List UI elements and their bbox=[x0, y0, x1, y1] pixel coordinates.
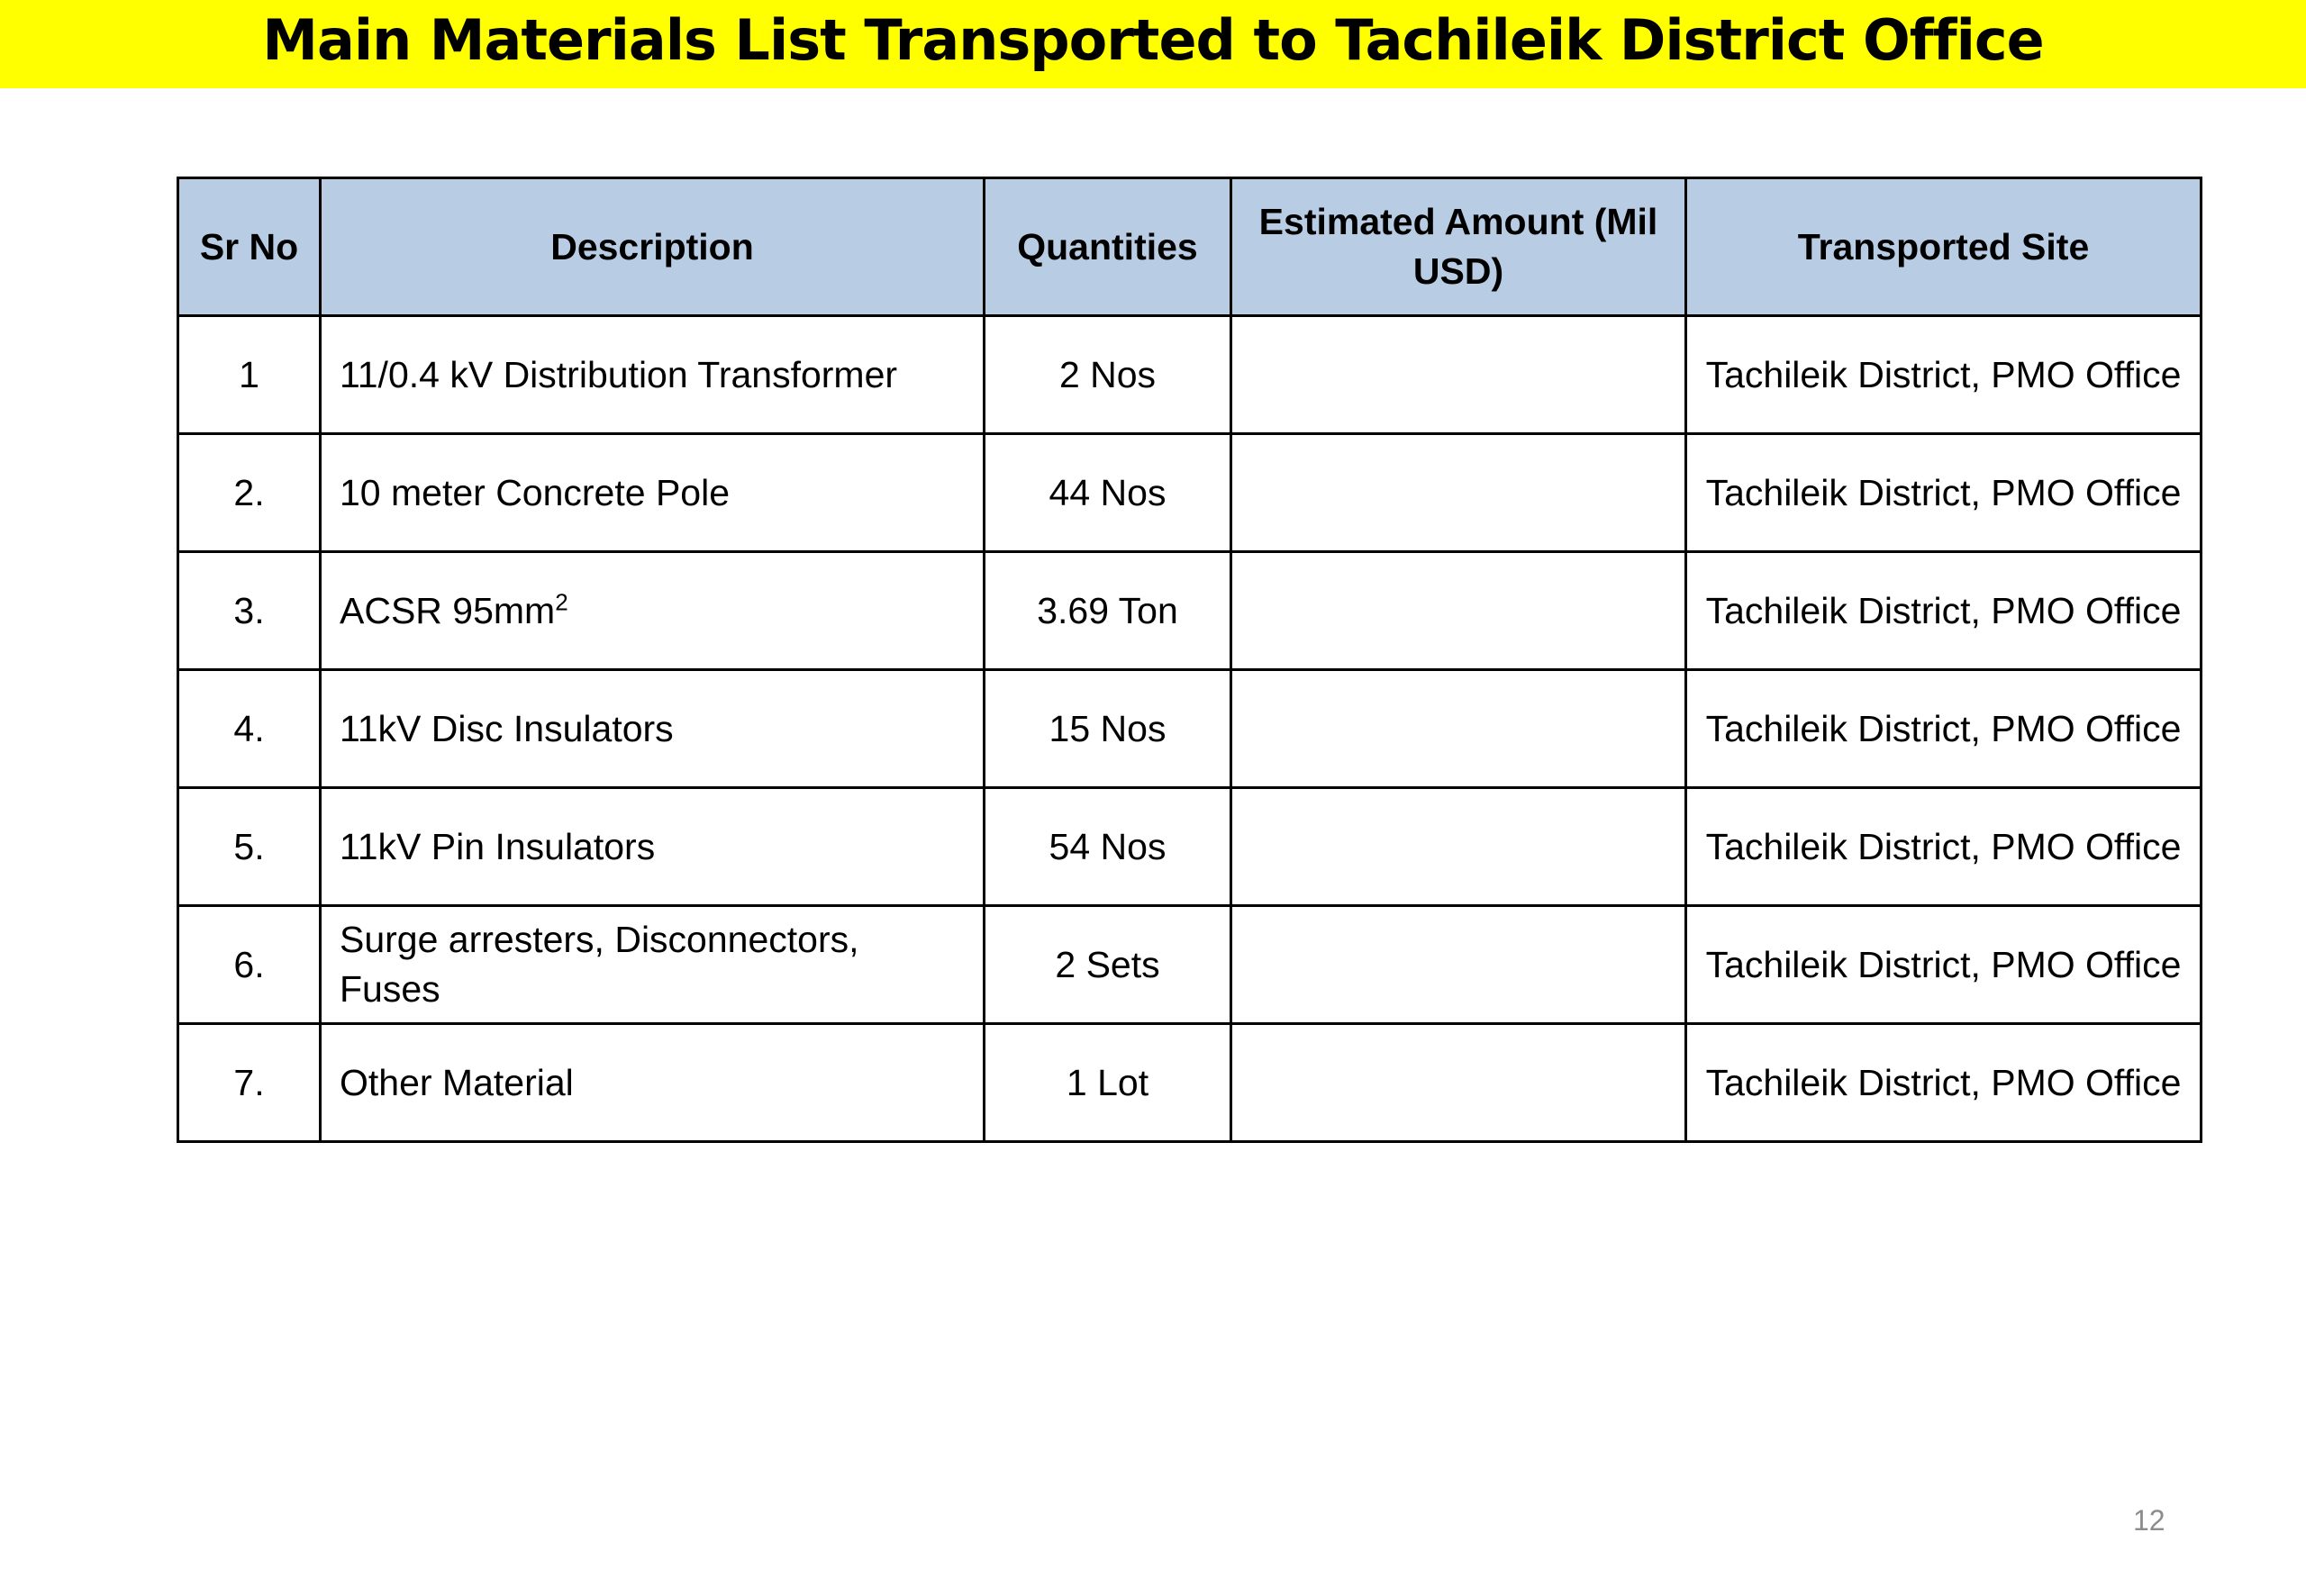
header-quantities: Quantities bbox=[985, 178, 1231, 316]
cell-description: 11kV Pin Insulators bbox=[321, 788, 985, 906]
title-bar bbox=[0, 0, 2306, 88]
page-number: 12 bbox=[2133, 1504, 2165, 1537]
table-row bbox=[178, 788, 2202, 906]
cell-sr-no: 5. bbox=[178, 788, 321, 906]
table-row bbox=[178, 434, 2202, 552]
header-description: Description bbox=[321, 178, 985, 316]
superscript-2: 2 bbox=[555, 587, 568, 615]
cell-quantity: 44 Nos bbox=[985, 434, 1231, 552]
cell-site: Tachileik District, PMO Office bbox=[1686, 906, 2202, 1024]
cell-sr-no: 2. bbox=[178, 434, 321, 552]
materials-table bbox=[177, 177, 2202, 1143]
cell-amount bbox=[1231, 906, 1686, 1024]
description-text: ACSR 95mm bbox=[340, 589, 556, 631]
cell-site: Tachileik District, PMO Office bbox=[1686, 552, 2202, 670]
header-estimated-amount: Estimated Amount (Mil USD) bbox=[1231, 178, 1686, 316]
table-row bbox=[178, 552, 2202, 670]
cell-description: 10 meter Concrete Pole bbox=[321, 434, 985, 552]
header-transported-site: Transported Site bbox=[1686, 178, 2202, 316]
cell-sr-no: 4. bbox=[178, 670, 321, 788]
slide-title: Main Materials List Transported to Tachileik District Office bbox=[262, 7, 2044, 73]
cell-description: Other Material bbox=[321, 1024, 985, 1142]
cell-site: Tachileik District, PMO Office bbox=[1686, 670, 2202, 788]
cell-site: Tachileik District, PMO Office bbox=[1686, 434, 2202, 552]
header-sr-no: Sr No bbox=[178, 178, 321, 316]
cell-site: Tachileik District, PMO Office bbox=[1686, 316, 2202, 434]
table-row bbox=[178, 1024, 2202, 1142]
cell-site: Tachileik District, PMO Office bbox=[1686, 788, 2202, 906]
cell-sr-no: 7. bbox=[178, 1024, 321, 1142]
cell-amount bbox=[1231, 434, 1686, 552]
cell-quantity: 1 Lot bbox=[985, 1024, 1231, 1142]
cell-sr-no: 6. bbox=[178, 906, 321, 1024]
cell-amount bbox=[1231, 316, 1686, 434]
cell-quantity: 2 Nos bbox=[985, 316, 1231, 434]
cell-description: 11kV Disc Insulators bbox=[321, 670, 985, 788]
table-row bbox=[178, 906, 2202, 1024]
cell-amount bbox=[1231, 670, 1686, 788]
cell-quantity: 3.69 Ton bbox=[985, 552, 1231, 670]
table-header-row bbox=[178, 178, 2202, 316]
cell-sr-no: 3. bbox=[178, 552, 321, 670]
cell-site: Tachileik District, PMO Office bbox=[1686, 1024, 2202, 1142]
cell-amount bbox=[1231, 552, 1686, 670]
cell-description bbox=[321, 552, 985, 670]
cell-quantity: 54 Nos bbox=[985, 788, 1231, 906]
cell-description: 11/0.4 kV Distribution Transformer bbox=[321, 316, 985, 434]
table-row bbox=[178, 670, 2202, 788]
cell-amount bbox=[1231, 788, 1686, 906]
cell-quantity: 2 Sets bbox=[985, 906, 1231, 1024]
cell-quantity: 15 Nos bbox=[985, 670, 1231, 788]
cell-description: Surge arresters, Disconnectors, Fuses bbox=[321, 906, 985, 1024]
table-row bbox=[178, 316, 2202, 434]
cell-sr-no: 1 bbox=[178, 316, 321, 434]
cell-amount bbox=[1231, 1024, 1686, 1142]
